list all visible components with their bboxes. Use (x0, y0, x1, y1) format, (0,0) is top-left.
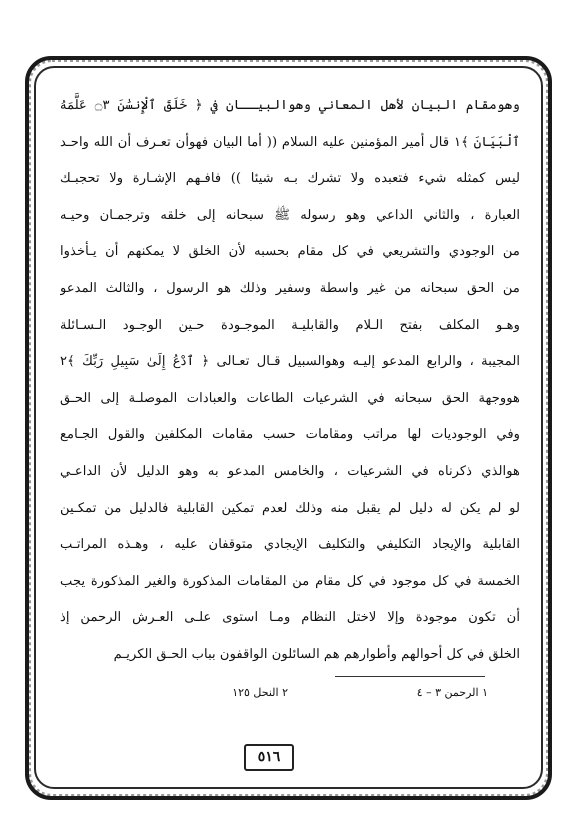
text-line: القابلية والإيجاد التكليفي والتكليف الإيجادي متوقفان عليه ، وهـذه المراتـب (60, 537, 520, 553)
footnote-1: ١ الرحمن ٣ – ٤ (416, 686, 488, 699)
text-line: الخلق في كل أحوالهم وأطوارهم هم السائلون الواقفون بباب الحـق الكريـم (113, 646, 520, 662)
page-number: ٥١٦ (244, 744, 294, 771)
text-line: من الوجودي والتشريعي في كل مقام بحسبه لأن الخلق لا يمكنهم أن يـأخذوا (60, 244, 520, 260)
text-line: هووجهة الحق سبحانه في الشرعيات الطاعات والعبادات الموصلـة إلى الحـق (60, 390, 520, 406)
text-line: لو لم يكن له دليل لم يقبل منه وذلك لعدم تمكين القابلية فالدليل من تمكـين (60, 500, 520, 516)
text-line: العبارة ، والثاني الداعي وهو رسوله ﷺ سبحانه إلى خلقه وترجمـان وحيـه (60, 207, 520, 223)
text-line: هوالذي ذكرناه في الشرعيات ، والخامس المدعو به وهو الدليل لأن الداعـي (60, 463, 520, 479)
footnote-2: ٢ النحل ١٢٥ (232, 686, 288, 699)
footnote-divider (335, 676, 485, 677)
text-line: المجيبة ، والرابع المدعو إليـه وهوالسبيل قـال تعـالى ﴿ ٱدْعُ إِلَىٰ سَبِيلِ رَبِّكَ ﴾٢ (60, 354, 520, 370)
text-line: أن تكون موجودة وإلا لاختل النظام ومـا استوى علـى العـرش الرحمن إذ (60, 610, 520, 626)
text-line: وفي الوجوديات لها مراتب ومقامات حسب مقامات المكلفين والقول الجـامع (60, 427, 520, 443)
text-line: وهومقام البيان لأهل المعاني وهوالبيــان في ﴿ خَلَقَ ٱلْإِنسَٰنَ ۝٣ عَلَّمَهُ (60, 98, 520, 113)
text-line: وهـو المكلف بفتح الـلام والقابليـة الموجـودة حـين الوجـود الـسـائلة (60, 317, 520, 333)
body-text (60, 88, 520, 674)
text-line: ليس كمثله شيء فتعبده ولا تشرك بـه شيئا )) فافـهم الإشـارة ولا تحجبـك (60, 171, 520, 187)
text-line: ٱلْبَيَانَ ﴾١ قال أمير المؤمنين عليه السلام (( أما البيان فهوأن تعـرف أن الله واحـد (60, 134, 520, 150)
text-line: الخمسة في كل موجود في كل مقام من المقامات المذكورة والغير المذكورة يجب (60, 573, 520, 589)
text-line: من الحق سبحانه من غير واسطة وسفير وذلك هو الرسول ، والثالث المدعو (60, 280, 520, 296)
